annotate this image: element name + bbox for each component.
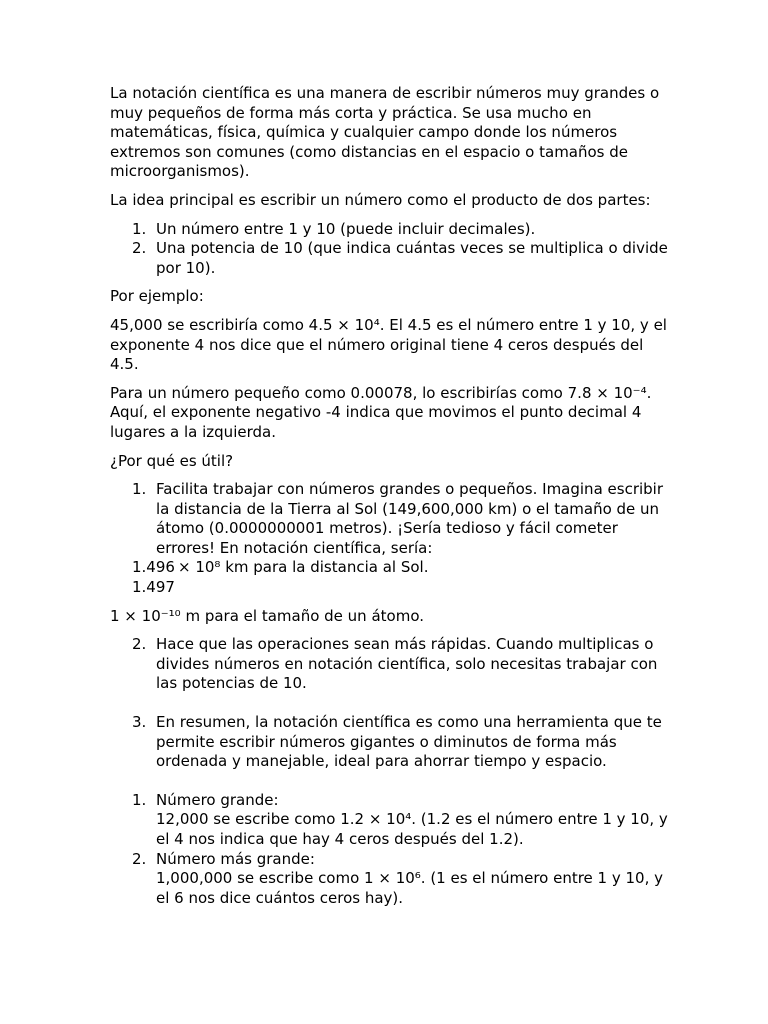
list-item-text: 12,000 se escribe como 1.2 × 10⁴. (1.2 es el número entre 1 y 10, y el 4 nos indica que hay 4 ceros después del 1.2). <box>156 810 668 848</box>
list-item <box>110 239 670 278</box>
list-number: 2. <box>132 239 147 258</box>
paragraph-porque: ¿Por qué es útil? <box>110 451 234 470</box>
paragraph-ejemplo-1: 45,000 se escribiría como 4.5 × 10⁴. El 4.5 es el número entre 1 y 10, y el exponente 4 nos dice que el número original tiene 4 ceros después del 4.5. <box>110 315 667 374</box>
sci-line <box>110 558 670 578</box>
list-util <box>110 480 670 598</box>
list-item-text: Facilita trabajar con números grandes o pequeños. Imagina escribir la distancia de la Tierra al Sol (149,600,000 km) o el tamaño de un átomo (0.0000000001 metros). ¡Sería tedioso y fácil cometer errores! En notación científica, sería: <box>156 480 664 557</box>
list-number: 1. <box>132 480 147 499</box>
paragraph-ejemplo-label: Por ejemplo: <box>110 287 204 306</box>
list-partes <box>110 220 670 279</box>
list-item <box>110 850 670 909</box>
paragraph-atomo: 1 × 10⁻¹⁰ m para el tamaño de un átomo. <box>110 606 425 625</box>
list-number: 1. <box>132 790 147 809</box>
list-item-text: 1,000,000 se escribe como 1 × 10⁶. (1 es el número entre 1 y 10, y el 6 nos dice cuántos ceros hay). <box>156 869 664 907</box>
sci-value: 1.496 <box>132 558 175 577</box>
sci-value: 1.497 <box>132 578 175 597</box>
list-item <box>110 220 670 240</box>
list-number: 2. <box>132 635 147 654</box>
list-item-title: Número más grande: <box>156 849 315 868</box>
list-item <box>110 635 670 694</box>
list-item <box>110 713 670 772</box>
list-item-text: Un número entre 1 y 10 (puede incluir decimales). <box>156 219 536 238</box>
list-ejemplos <box>110 791 670 909</box>
sci-line <box>110 578 670 598</box>
list-number: 3. <box>132 713 147 732</box>
list-item-text: Una potencia de 10 (que indica cuántas veces se multiplica o divide por 10). <box>156 239 668 277</box>
list-number: 2. <box>132 849 147 868</box>
paragraph-idea: La idea principal es escribir un número como el producto de dos partes: <box>110 190 651 209</box>
list-item-title: Número grande: <box>156 790 279 809</box>
spacer <box>110 694 670 713</box>
paragraph-intro: La notación científica es una manera de escribir números muy grandes o muy pequeños de forma más corta y práctica. Se usa mucho en matemáticas, física, química y cualquier campo donde los números extremos son comunes (como distancias en el espacio o tamaños de microorganismos). <box>110 84 660 181</box>
paragraph-ejemplo-2: Para un número pequeño como 0.00078, lo escribirías como 7.8 × 10⁻⁴. Aquí, el exponente negativo -4 indica que movimos el punto decimal 4 lugares a la izquierda. <box>110 383 652 441</box>
list-item-text: Hace que las operaciones sean más rápidas. Cuando multiplicas o divides números en notación científica, solo necesitas trabajar con las potencias de 10. <box>156 635 658 693</box>
spacer <box>110 772 670 791</box>
list-item <box>110 791 670 850</box>
document-body <box>110 84 670 908</box>
list-item-text: En resumen, la notación científica es como una herramienta que te permite escribir números gigantes o diminutos de forma más ordenada y manejable, ideal para ahorrar tiempo y espacio. <box>156 713 662 771</box>
list-number: 1. <box>132 219 147 238</box>
list-item <box>110 480 670 558</box>
sci-rest: × 10⁸ km para la distancia al Sol. <box>178 558 429 577</box>
